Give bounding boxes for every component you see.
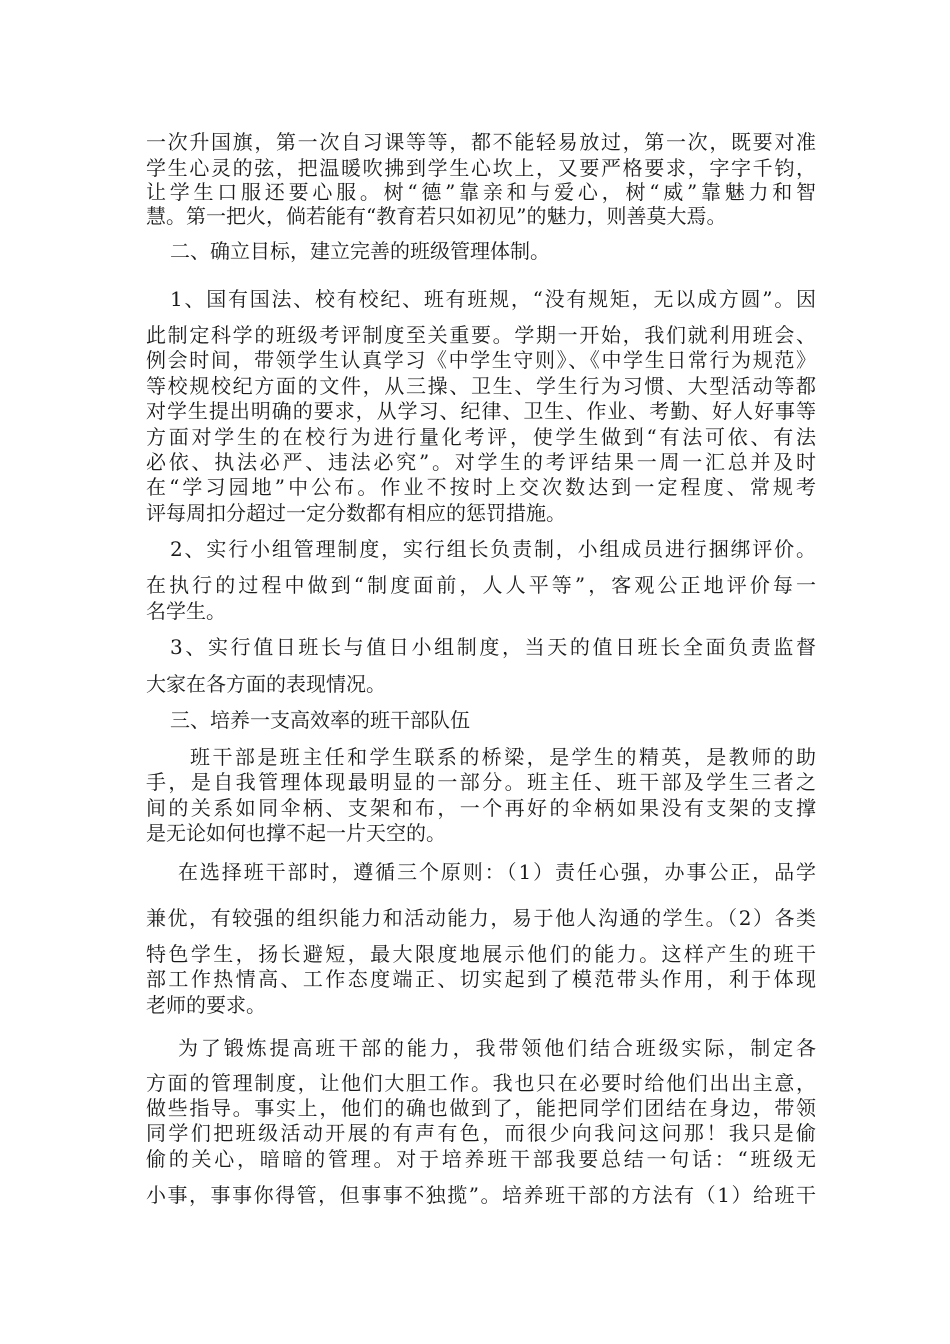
text-line: 方面的管理制度，让他们大胆工作。我也只在必要时给他们出出主意， <box>146 1071 816 1095</box>
text-line: 3、实行值日班长与值日小组制度，当天的值日班长全面负责监督 <box>170 635 816 659</box>
text-line: 老师的要求。 <box>146 993 266 1017</box>
text-line: 手，是自我管理体现最明显的一部分。班主任、班干部及学生三者之 <box>146 770 816 794</box>
text-line: 是无论如何也撑不起一片天空的。 <box>146 821 446 845</box>
text-line: 偷的关心，暗暗的管理。对于培养班干部我要总结一句话：“班级无 <box>146 1147 816 1171</box>
text-line: 名学生。 <box>146 599 226 623</box>
text-line: 方面对学生的在校行为进行量化考评，使学生做到“有法可依、有法 <box>146 425 816 449</box>
text-line: 让学生口服还要心服。树“德”靠亲和与爱心，树“威”靠魅力和智 <box>146 180 816 204</box>
text-line: 对学生提出明确的要求，从学习、纪律、卫生、作业、考勤、好人好事等 <box>146 399 816 423</box>
text-line: 小事，事事你得管，但事事不独揽”。培养班干部的方法有（1）给班干 <box>146 1183 816 1207</box>
text-line: 学生心灵的弦，把温暖吹拂到学生心坎上，又要严格要求，字字千钧， <box>146 156 816 180</box>
text-line: 在“学习园地”中公布。作业不按时上交次数达到一定程度、常规考 <box>146 475 816 499</box>
text-line: 间的关系如同伞柄、支架和布，一个再好的伞柄如果没有支架的支撑 <box>146 796 816 820</box>
text-line: 为了锻炼提高班干部的能力，我带领他们结合班级实际，制定各 <box>178 1036 816 1060</box>
text-line: 评每周扣分超过一定分数都有相应的惩罚措施。 <box>146 501 566 525</box>
text-line: 特色学生，扬长避短，最大限度地展示他们的能力。这样产生的班干 <box>146 942 816 966</box>
text-line: 班干部是班主任和学生联系的桥梁，是学生的精英，是教师的助 <box>190 745 816 769</box>
text-line: 例会时间，带领学生认真学习《中学生守则》、《中学生日常行为规范》 <box>146 348 816 372</box>
text-line: 在选择班干部时，遵循三个原则：（1）责任心强，办事公正，品学 <box>178 860 816 884</box>
text-line: 等校规校纪方面的文件，从三操、卫生、学生行为习惯、大型活动等都 <box>146 374 816 398</box>
text-line: 大家在各方面的表现情况。 <box>146 672 386 696</box>
text-line: 一次升国旗，第一次自习课等等，都不能轻易放过，第一次，既要对准 <box>146 130 816 154</box>
section-heading: 三、培养一支高效率的班干部队伍 <box>170 708 470 732</box>
text-line: 2、实行小组管理制度，实行组长负责制，小组成员进行捆绑评价。 <box>170 537 816 561</box>
text-line: 同学们把班级活动开展的有声有色，而很少向我问这问那！我只是偷 <box>146 1121 816 1145</box>
text-line: 此制定科学的班级考评制度至关重要。学期一开始，我们就利用班会、 <box>146 323 816 347</box>
text-line: 慧。第一把火，倘若能有“教育若只如初见”的魅力，则善莫大焉。 <box>146 204 727 228</box>
text-line: 1、国有国法、校有校纪、班有班规，“没有规矩，无以成方圆”。因 <box>170 287 816 311</box>
text-line: 做些指导。事实上，他们的确也做到了，能把同学们团结在身边，带领 <box>146 1096 816 1120</box>
text-line: 部工作热情高、工作态度端正、切实起到了模范带头作用，利于体现 <box>146 967 816 991</box>
text-line: 在执行的过程中做到“制度面前，人人平等”，客观公正地评价每一 <box>146 573 816 597</box>
text-line: 必依、执法必严、违法必究”。对学生的考评结果一周一汇总并及时 <box>146 450 816 474</box>
text-line: 兼优，有较强的组织能力和活动能力，易于他人沟通的学生。（2）各类 <box>146 906 816 930</box>
section-heading: 二、确立目标，建立完善的班级管理体制。 <box>170 239 550 263</box>
